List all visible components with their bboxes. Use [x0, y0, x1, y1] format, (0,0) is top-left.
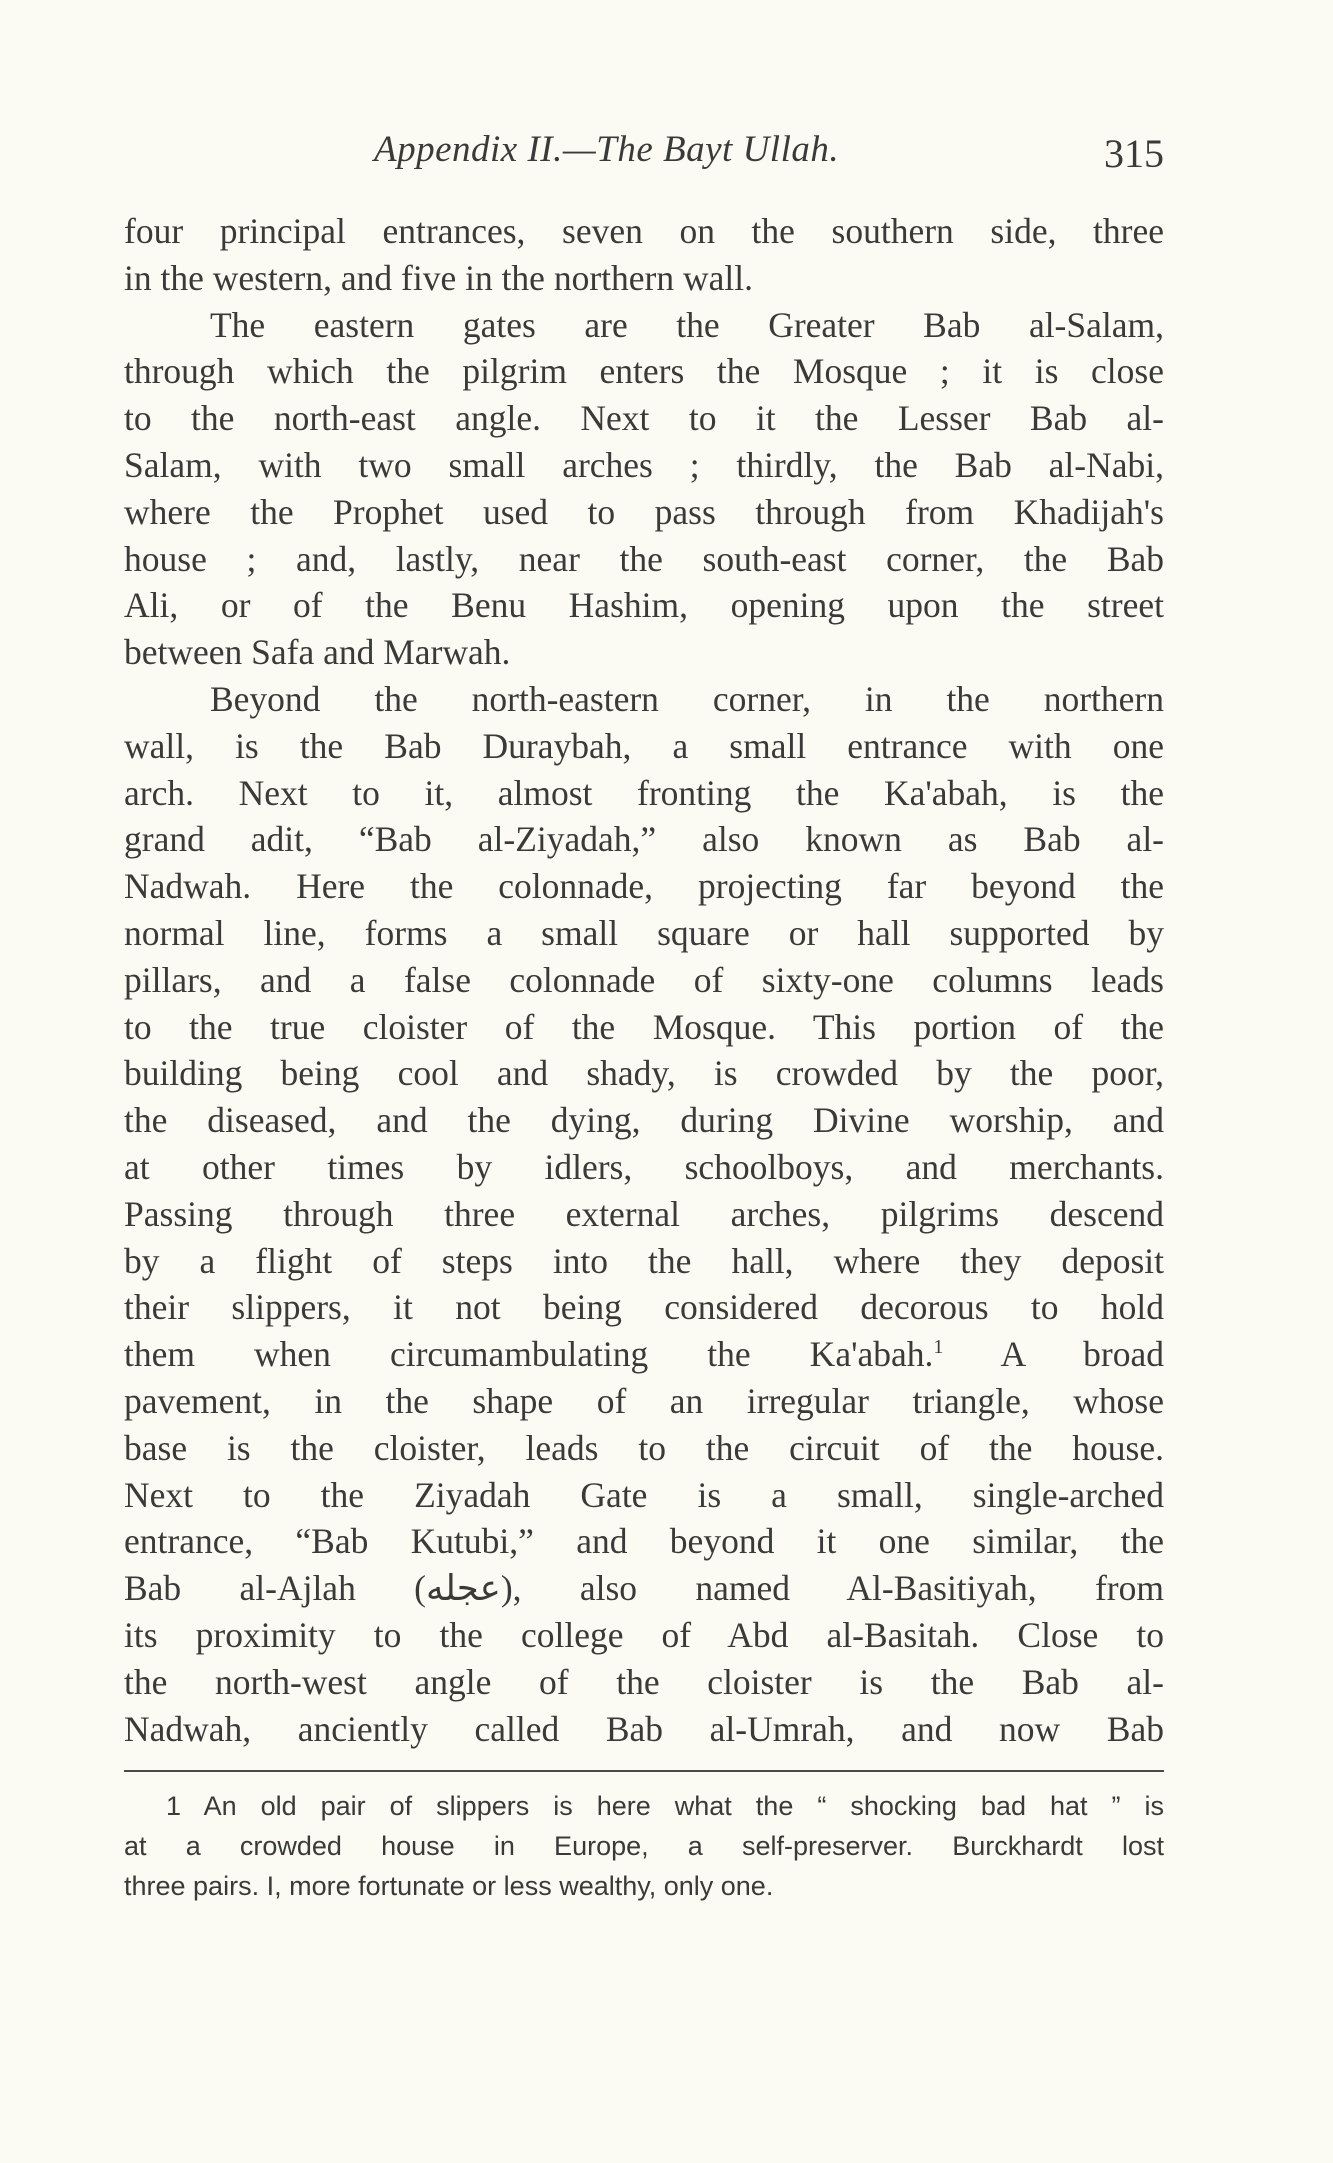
- text-line: Nadwah. Here the colonnade, projecting far beyond the: [124, 866, 1164, 907]
- text-line: Next to the Ziyadah Gate is a small, single-arched: [124, 1474, 1164, 1515]
- text-line: Passing through three external arches, pilgrims descend: [124, 1193, 1164, 1234]
- text-line: where the Prophet used to pass through from Khadijah's: [124, 491, 1164, 532]
- text-line: Salam, with two small arches ; thirdly, the Bab al-Nabi,: [124, 444, 1164, 485]
- text-line: the north-west angle of the cloister is the Bab al-: [124, 1661, 1164, 1702]
- page-number: 315: [1104, 131, 1164, 176]
- text-line: house ; and, lastly, near the south-east corner, the Bab: [124, 538, 1164, 579]
- text-line: The eastern gates are the Greater Bab al-Salam,: [210, 304, 1164, 345]
- footnote-number: 1: [166, 1791, 182, 1821]
- text-line: entrance, “Bab Kutubi,” and beyond it one similar, the: [124, 1521, 1164, 1562]
- text-line: pillars, and a false colonnade of sixty-one columns leads: [124, 959, 1164, 1000]
- text-line: arch. Next to it, almost fronting the Ka'abah, is the: [124, 772, 1164, 813]
- text-line: pavement, in the shape of an irregular triangle, whose: [124, 1380, 1164, 1421]
- text-line: in the western, and five in the northern wall.: [124, 257, 753, 298]
- text-segment: A broad: [943, 1334, 1164, 1375]
- text-line: at other times by idlers, schoolboys, and merchants.: [124, 1146, 1164, 1187]
- text-line: Bab al-Ajlah (عجله), also named Al-Basitiyah, from: [124, 1568, 1164, 1609]
- text-line: base is the cloister, leads to the circuit of the house.: [124, 1427, 1164, 1468]
- footnote-line: [124, 1786, 1164, 1826]
- text-line: wall, is the Bab Duraybah, a small entrance with one: [124, 725, 1164, 766]
- text-line: to the true cloister of the Mosque. This portion of the: [124, 1006, 1164, 1047]
- text-line: its proximity to the college of Abd al-Basitah. Close to: [124, 1614, 1164, 1655]
- text-line: normal line, forms a small square or hall supported by: [124, 912, 1164, 953]
- text-line: between Safa and Marwah.: [124, 632, 511, 673]
- text-line: Nadwah, anciently called Bab al-Umrah, and now Bab: [124, 1708, 1164, 1749]
- text-line: their slippers, it not being considered decorous to hold: [124, 1287, 1164, 1328]
- footnote-line: three pairs. I, more fortunate or less wealthy, only one.: [124, 1871, 774, 1901]
- running-title: Appendix II.—The Bayt Ullah.: [374, 129, 840, 170]
- text-line: four principal entrances, seven on the southern side, three: [124, 211, 1164, 251]
- text-line: grand adit, “Bab al-Ziyadah,” also known as Bab al-: [124, 819, 1164, 860]
- running-head: [124, 128, 1164, 178]
- text-line: Beyond the north-eastern corner, in the northern: [210, 678, 1164, 719]
- footnote-line: at a crowded house in Europe, a self-preserver. Burckhardt lost: [124, 1831, 1164, 1861]
- text-line: building being cool and shady, is crowded by the poor,: [124, 1053, 1164, 1094]
- text-segment: them when circumambulating the Ka'abah.: [124, 1334, 934, 1375]
- text-line: by a flight of steps into the hall, where they deposit: [124, 1240, 1164, 1281]
- text-line: through which the pilgrim enters the Mosque ; it is close: [124, 351, 1164, 392]
- footnote: [124, 1786, 1164, 1906]
- text-line-with-footnote-ref: [124, 1331, 1164, 1378]
- footnote-reference[interactable]: 1: [933, 1336, 944, 1359]
- body-text: [124, 208, 1164, 1752]
- footnote-divider: [124, 1770, 1164, 1772]
- text-line: the diseased, and the dying, during Divine worship, and: [124, 1100, 1164, 1141]
- footnote-text: An old pair of slippers is here what the “ shocking bad hat ” is: [203, 1791, 1165, 1821]
- text-line: to the north-east angle. Next to it the Lesser Bab al-: [124, 398, 1164, 439]
- text-line: Ali, or of the Benu Hashim, opening upon the street: [124, 585, 1164, 626]
